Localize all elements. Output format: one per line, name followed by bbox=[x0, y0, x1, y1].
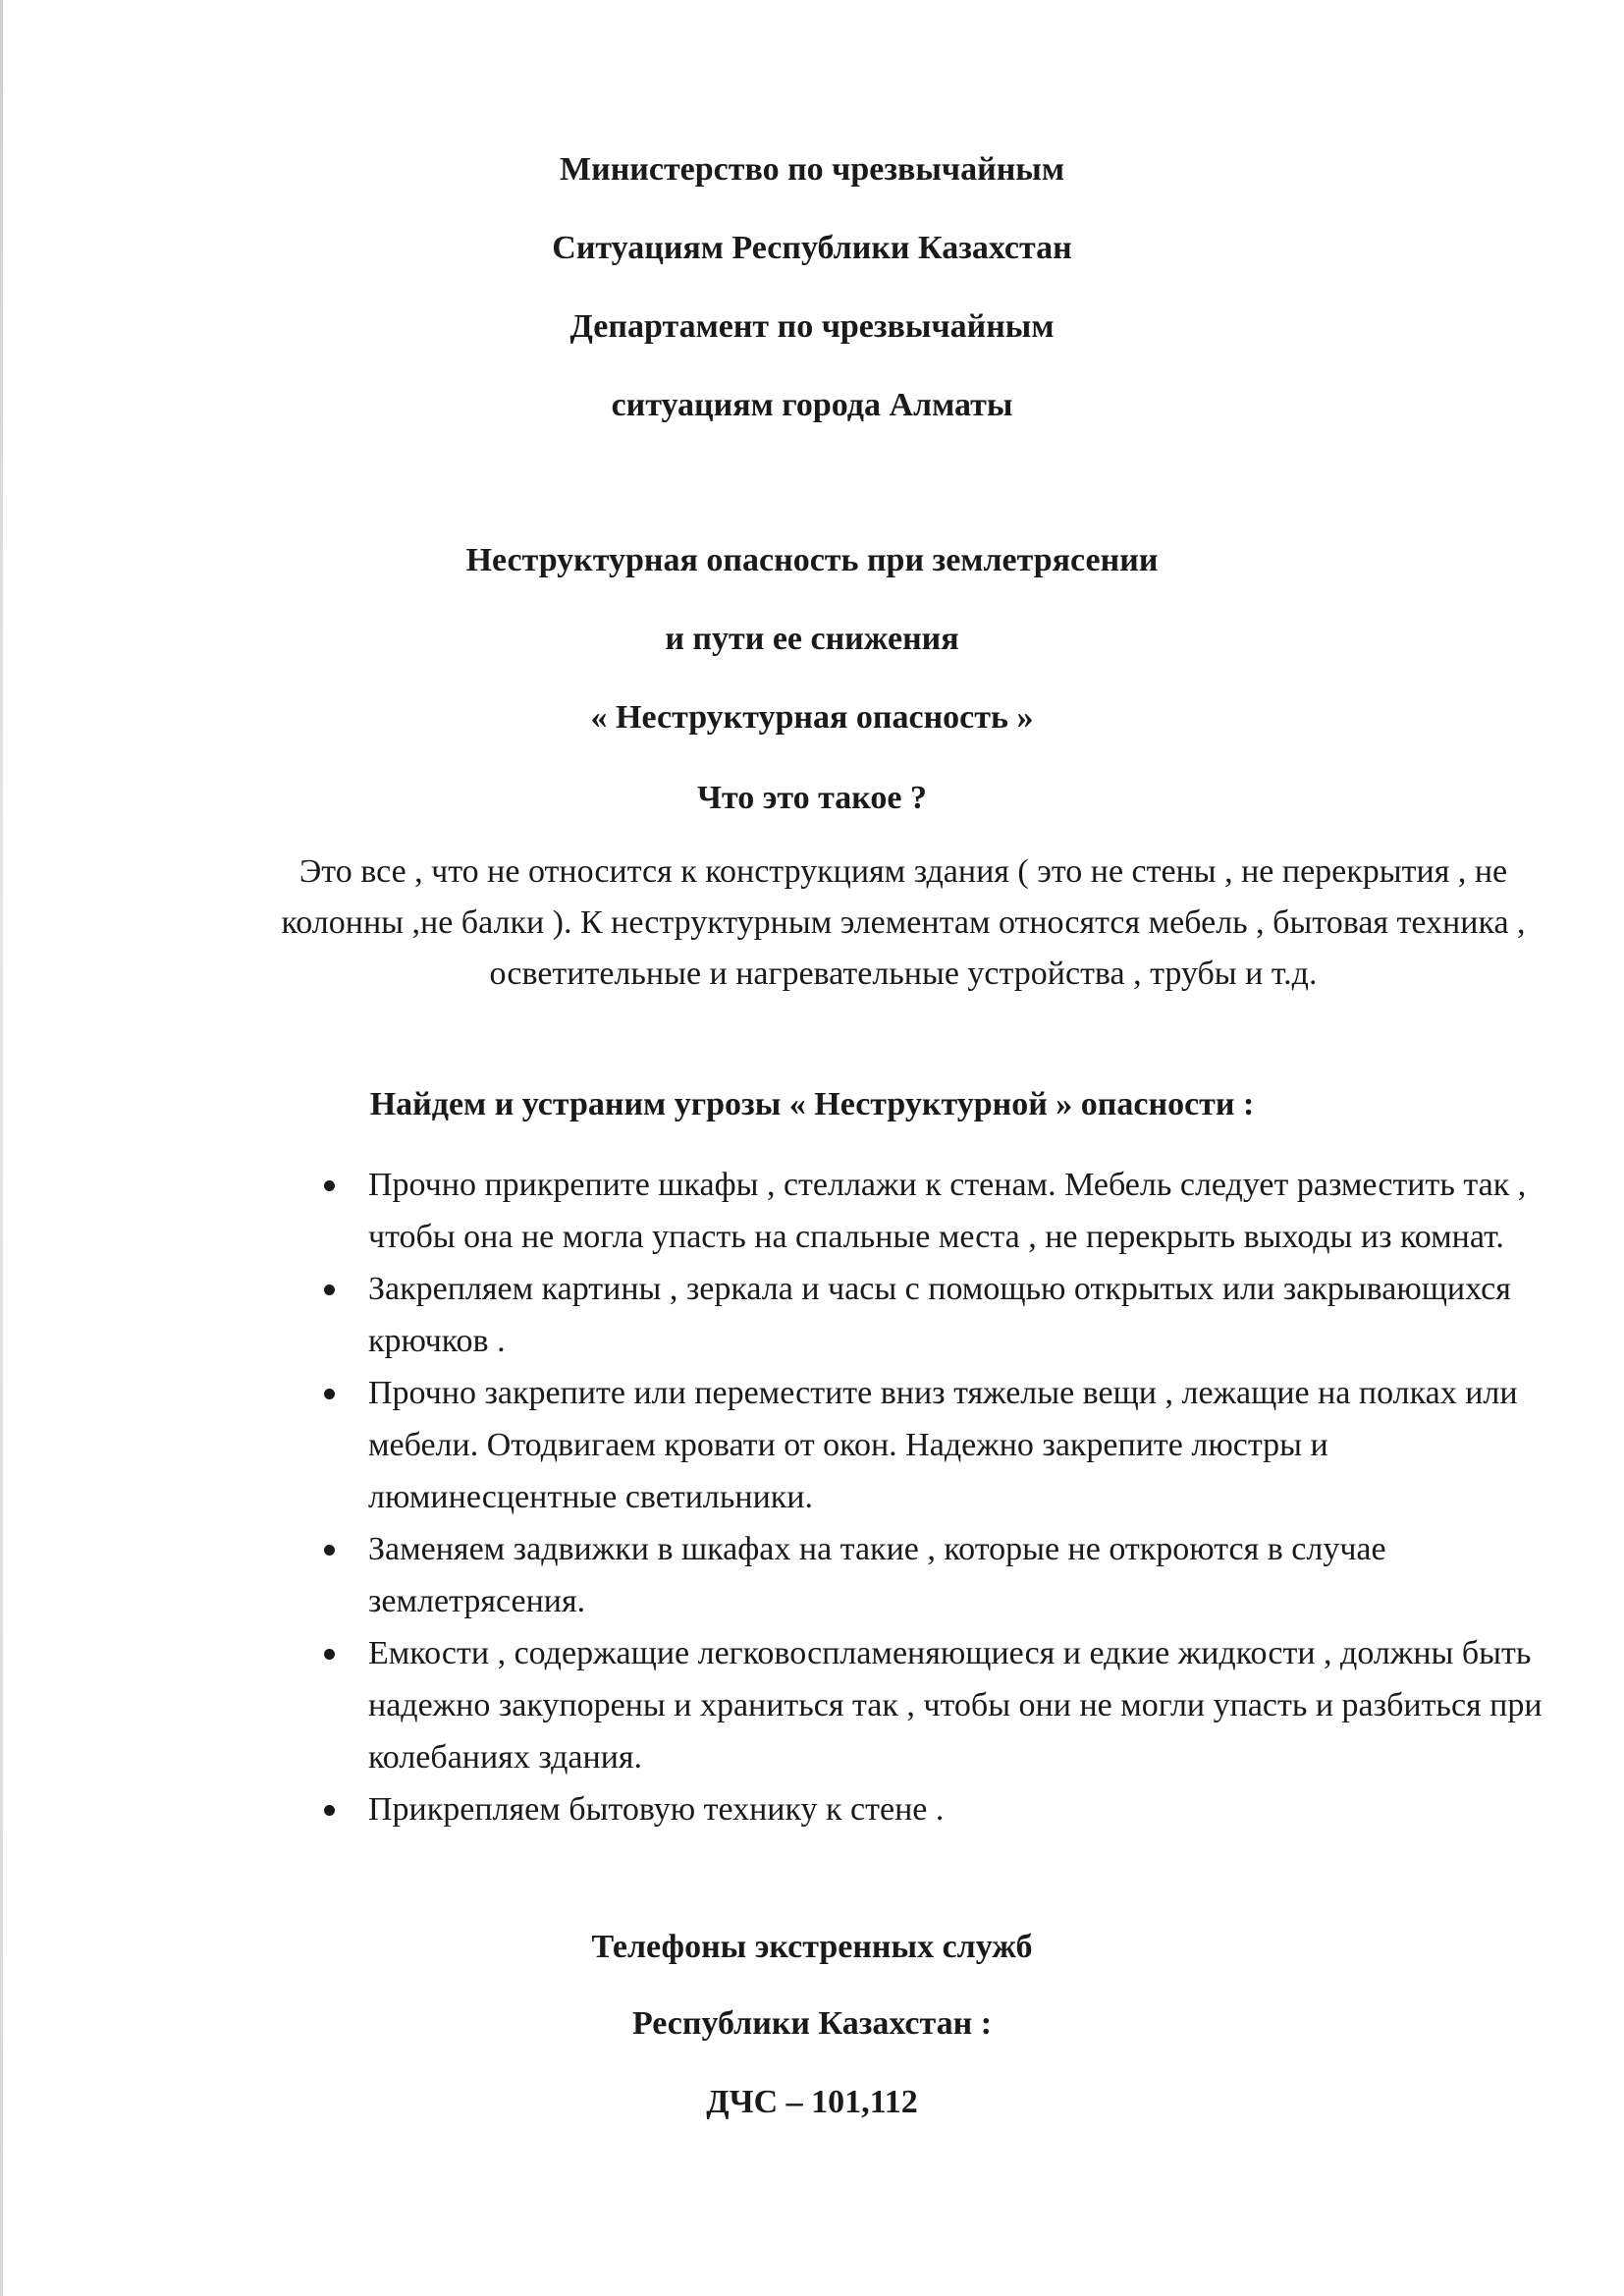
list-heading: Найдем и устраним угрозы « Неструктурной » опасности : bbox=[369, 1086, 1255, 1122]
list-item-text: Прикрепляем бытовую технику к стене . bbox=[368, 1791, 945, 1828]
list-item-text: Прочно прикрепите шкафы , стеллажи к стенам. Мебель следует разместить так , чтобы она не могла упасть на спальные места , не перекрыть выходы из комнат. bbox=[368, 1167, 1527, 1255]
header-ministry-line1: Министерство по чрезвычайным bbox=[560, 151, 1064, 188]
footer-emergency-number: ДЧС – 101,112 bbox=[706, 2084, 918, 2120]
list-item bbox=[314, 1263, 1571, 1367]
title-line2: и пути ее снижения bbox=[665, 621, 959, 657]
title-question: Что это такое ? bbox=[697, 780, 927, 816]
intro-paragraph: Это все , что не относится к конструкциям здания ( это не стены , не перекрытия , не колонны ,не балки ). К неструктурным элементам относятся мебель , бытовая техника , осветительные и нагревательные устройства , трубы и т.д. bbox=[281, 853, 1526, 992]
list-item-text: Прочно закрепите или переместите вниз тяжелые вещи , лежащие на полках или мебели. Отодвигаем кровати от окон. Надежно закрепите люстры и люминесцентные светильники. bbox=[368, 1375, 1518, 1515]
list-item-text: Закрепляем картины , зеркала и часы с помощью открытых или закрывающихся крючков . bbox=[368, 1271, 1511, 1359]
title-line3: « Неструктурная опасность » bbox=[590, 699, 1034, 736]
list-item-text: Заменяем задвижки в шкафах на такие , которые не откроются в случае землетрясения. bbox=[368, 1531, 1386, 1619]
header-department-line1: Департамент по чрезвычайным bbox=[569, 308, 1055, 345]
hazard-list bbox=[314, 1159, 1571, 1835]
header-department-line2: ситуациям города Алматы bbox=[611, 387, 1013, 423]
list-item bbox=[314, 1627, 1571, 1783]
bullet-icon bbox=[324, 1805, 335, 1816]
bullet-icon bbox=[324, 1389, 335, 1399]
list-item-text: Емкости , содержащие легковоспламеняющиеся и едкие жидкости , должны быть надежно закупорены и храниться так , чтобы они не могли упасть и разбиться при колебаниях здания. bbox=[368, 1635, 1543, 1776]
title-line1: Неструктурная опасность при землетрясении bbox=[465, 542, 1159, 578]
list-item bbox=[314, 1367, 1571, 1523]
list-item bbox=[314, 1159, 1571, 1263]
header-ministry-line2: Ситуациям Республики Казахстан bbox=[552, 230, 1072, 266]
list-item bbox=[314, 1523, 1571, 1627]
footer-phones-line2: Республики Казахстан : bbox=[631, 2005, 993, 2042]
list-item bbox=[314, 1783, 1571, 1835]
bullet-icon bbox=[324, 1649, 335, 1660]
bullet-icon bbox=[324, 1180, 335, 1191]
footer-phones-line1: Телефоны экстренных служб bbox=[591, 1929, 1033, 1965]
bullet-icon bbox=[324, 1285, 335, 1295]
bullet-icon bbox=[324, 1545, 335, 1556]
